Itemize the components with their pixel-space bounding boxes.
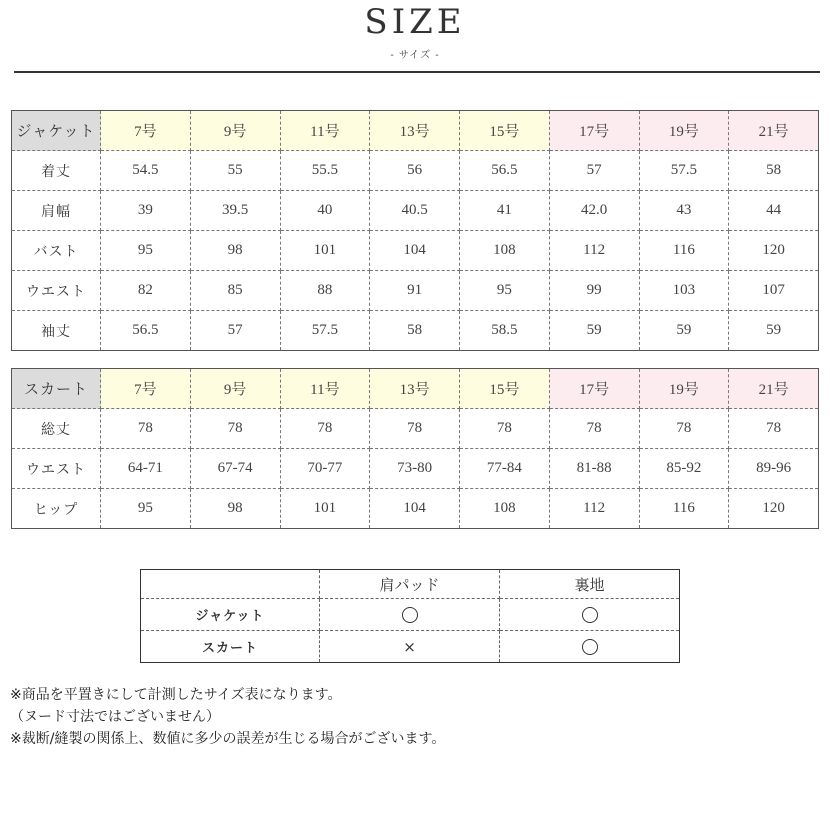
table-cell [320,599,500,631]
table-cell: 40.5 [370,191,460,231]
table-cell: 101 [280,231,370,271]
table-cell: 81-88 [549,449,639,489]
table-cell: 104 [370,489,460,529]
size-header: 21号 [729,369,819,409]
page-subtitle: - サイズ - [390,50,440,61]
table-cell: 54.5 [101,151,191,191]
table-cell: 58 [729,151,819,191]
table-cell: 57 [190,311,280,351]
table-cell: 78 [549,409,639,449]
size-header: 19号 [639,111,729,151]
table-cell: 98 [190,489,280,529]
table-cell [320,631,500,663]
table-cell: 112 [549,489,639,529]
table-cell: 89-96 [729,449,819,489]
size-header: 19号 [639,369,729,409]
size-header: 15号 [460,369,550,409]
size-header: 13号 [370,111,460,151]
table-cell: 57.5 [639,151,729,191]
table-cell: 64-71 [101,449,191,489]
page-title: SIZE [364,2,466,42]
table-cell: 78 [101,409,191,449]
skirt-label: スカート [12,369,101,409]
circle-mark-icon [582,607,598,623]
table-cell: 70-77 [280,449,370,489]
table-cell: 58.5 [460,311,550,351]
size-header: 11号 [280,369,370,409]
table-row [12,151,819,191]
table-cell: 59 [549,311,639,351]
jacket-label: ジャケット [12,111,101,151]
table-cell: 95 [460,271,550,311]
lining-table [140,569,680,663]
size-header: 15号 [460,111,550,151]
table-cell: 57 [549,151,639,191]
table-cell: 58 [370,311,460,351]
table-cell: 112 [549,231,639,271]
table-cell: 78 [729,409,819,449]
table-cell: 116 [639,231,729,271]
size-header: 21号 [729,111,819,151]
table-cell: 78 [190,409,280,449]
row-label: ウエスト [12,271,101,311]
table-cell: 95 [101,489,191,529]
circle-mark-icon [402,607,418,623]
table-cell: 55.5 [280,151,370,191]
table-cell: 39 [101,191,191,231]
table-cell [500,599,680,631]
table-cell: 82 [101,271,191,311]
title-divider [14,71,820,73]
size-header: 11号 [280,111,370,151]
table-cell: 85 [190,271,280,311]
table-cell: 101 [280,489,370,529]
skirt-size-table [11,368,819,529]
table-cell: 78 [460,409,550,449]
row-label: 袖丈 [12,311,101,351]
table-cell: 108 [460,489,550,529]
note-line: （ヌード寸法ではございません） [10,709,220,725]
lining-header: 裏地 [500,570,680,599]
table-cell: 107 [729,271,819,311]
size-header: 9号 [190,369,280,409]
table-cell: 59 [766,322,782,338]
table-cell: 78 [280,409,370,449]
table-cell: 55 [190,151,280,191]
table-cell: 73-80 [370,449,460,489]
size-header: 9号 [190,111,280,151]
row-label: 肩幅 [12,191,101,231]
row-label: ヒップ [12,489,101,529]
lining-header-row [141,570,680,599]
table-cell: 120 [762,500,785,516]
row-label: 着丈 [12,151,101,191]
table-row [12,409,819,449]
table-row [12,191,819,231]
note-line: ※商品を平置きにして計測したサイズ表になります。 [10,687,342,703]
table-cell: 39.5 [190,191,280,231]
row-label: バスト [12,231,101,271]
table-cell: 59 [639,311,729,351]
jacket-size-table [11,110,819,351]
table-row [12,311,819,351]
table-cell: 104 [370,231,460,271]
lining-corner [141,570,320,599]
table-cell: 44 [729,191,819,231]
table-cell: 41 [460,191,550,231]
shoulder-pad-header: 肩パッド [320,570,500,599]
size-header: 7号 [101,111,191,151]
row-label: スカート [141,631,320,663]
table-row [12,231,819,271]
table-cell [500,631,680,663]
row-label: ウエスト [12,449,101,489]
skirt-header-row [12,369,819,409]
table-cell: 57.5 [280,311,370,351]
size-header: 17号 [549,111,639,151]
table-cell: 78 [639,409,729,449]
table-cell: 91 [370,271,460,311]
table-cell: 56.5 [101,311,191,351]
table-cell: 67-74 [190,449,280,489]
size-header: 13号 [370,369,460,409]
circle-mark-icon [582,639,598,655]
table-cell: 99 [549,271,639,311]
row-label: 総丈 [12,409,101,449]
table-cell: 43 [639,191,729,231]
table-row [12,449,819,489]
note-line: ※裁断/縫製の関係上、数値に多少の誤差が生じる場合がございます。 [10,731,446,747]
table-cell: 78 [370,409,460,449]
table-row [141,599,680,631]
table-row [12,489,819,529]
size-header: 17号 [549,369,639,409]
table-cell: 108 [460,231,550,271]
table-cell: 120 [729,231,819,271]
row-label: ジャケット [141,599,320,631]
jacket-header-row [12,111,819,151]
table-cell: 98 [190,231,280,271]
table-cell: 85-92 [639,449,729,489]
table-cell: 56 [370,151,460,191]
table-cell: 116 [639,489,729,529]
table-cell: 88 [280,271,370,311]
table-cell: 103 [639,271,729,311]
table-cell: 56.5 [460,151,550,191]
notes [10,684,820,750]
table-cell: 42.0 [549,191,639,231]
table-cell: 95 [101,231,191,271]
table-cell: 40 [280,191,370,231]
table-cell: 77-84 [460,449,550,489]
table-row [141,631,680,663]
cross-mark: × [403,637,416,656]
table-row [12,271,819,311]
size-header: 7号 [101,369,191,409]
